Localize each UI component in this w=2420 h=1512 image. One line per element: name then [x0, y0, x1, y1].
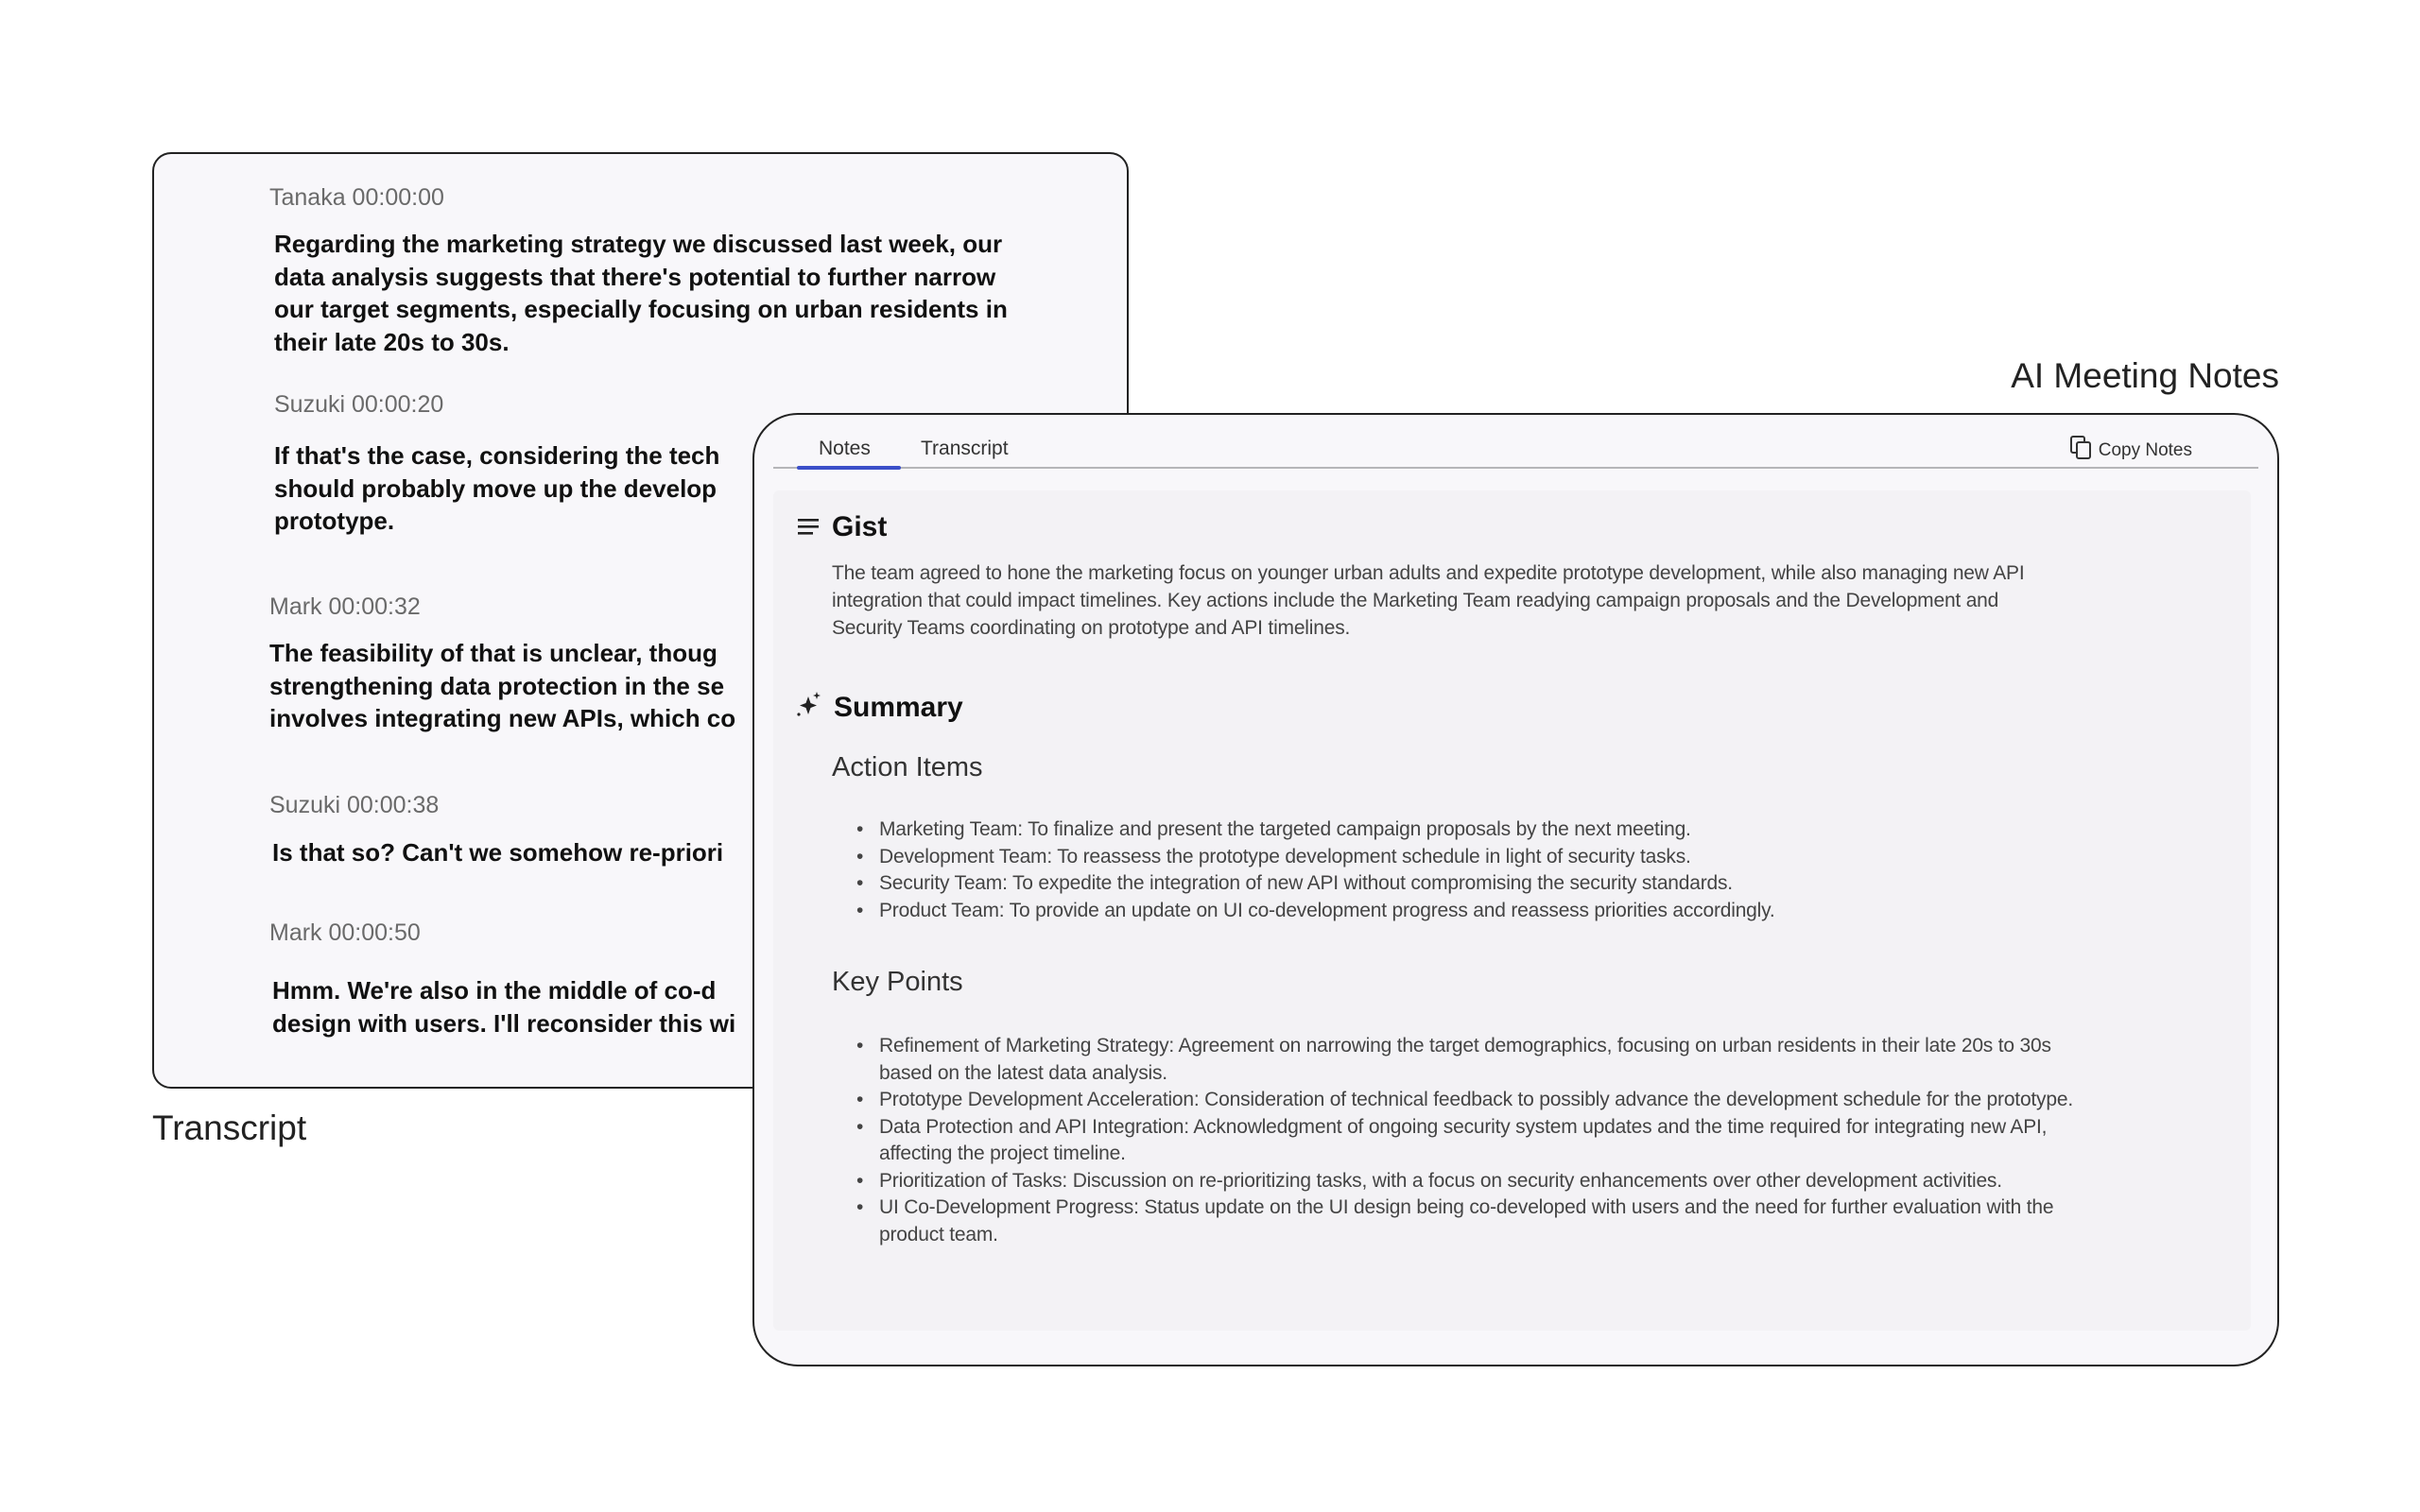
- utterance-line: If that's the case, considering the tech: [274, 441, 720, 470]
- key-point: • UI Co-Development Progress: Status update on the UI design being co-developed with users and the need for further evaluation with the product team.: [847, 1194, 2104, 1248]
- key-points-heading: Key Points: [832, 967, 963, 997]
- action-item: • Product Team: To provide an update on UI co-development progress and reassess priorities accordingly.: [847, 898, 2076, 925]
- speaker-timestamp: Suzuki 00:00:20: [274, 391, 444, 418]
- utterance: [272, 836, 723, 869]
- key-points-list: [847, 1033, 2104, 1248]
- gist-title: Gist: [832, 511, 888, 542]
- copy-notes-label: Copy Notes: [2098, 440, 2192, 460]
- utterance-line: Regarding the marketing strategy we discussed last week, our: [274, 230, 1003, 258]
- utterance: [274, 228, 1008, 358]
- utterance-line: our target segments, especially focusing on urban residents in: [274, 295, 1008, 323]
- copy-icon: [2070, 436, 2093, 466]
- utterance-line: data analysis suggests that there's potential to further narrow: [274, 262, 996, 291]
- utterance-line: design with users. I'll reconsider this wi: [272, 1008, 736, 1038]
- copy-notes-button[interactable]: [2070, 436, 2192, 466]
- key-point: • Refinement of Marketing Strategy: Agreement on narrowing the target demographics, focusing on urban residents in their late 20s to 30s based on the latest data analysis.: [847, 1033, 2104, 1087]
- sparkle-icon: [796, 691, 822, 725]
- utterance-line: involves integrating new APIs, which co: [269, 704, 736, 732]
- action-item: • Development Team: To reassess the prototype development schedule in light of security tasks.: [847, 844, 2076, 871]
- summary-heading: [796, 691, 963, 725]
- utterance-line: Is that so? Can't we somehow re-priori: [272, 838, 724, 867]
- tab-divider: [773, 467, 2258, 469]
- active-tab-indicator: [797, 466, 901, 470]
- summary-title: Summary: [834, 692, 963, 723]
- utterance-line: prototype.: [274, 507, 395, 535]
- action-items-list: [847, 816, 2076, 924]
- utterance: [274, 439, 719, 538]
- key-point: • Prototype Development Acceleration: Consideration of technical feedback to possibly advance the development schedule for the prototype.: [847, 1087, 2104, 1114]
- speaker-timestamp: Mark 00:00:32: [269, 593, 421, 620]
- speaker-timestamp: Mark 00:00:50: [269, 919, 421, 946]
- notes-content: [773, 490, 2251, 1331]
- action-item: • Marketing Team: To finalize and present the targeted campaign proposals by the next meeting.: [847, 816, 2076, 844]
- utterance-line: Hmm. We're also in the middle of co-d: [272, 976, 717, 1005]
- key-point: • Prioritization of Tasks: Discussion on re-prioritizing tasks, with a focus on security enhancements over other development activities.: [847, 1168, 2104, 1195]
- utterance-line: The feasibility of that is unclear, thoug: [269, 639, 717, 667]
- menu-lines-icon: [798, 511, 821, 543]
- notes-caption: AI Meeting Notes: [2011, 356, 2279, 395]
- ai-notes-card: [752, 413, 2279, 1366]
- speaker-timestamp: Tanaka 00:00:00: [269, 184, 444, 211]
- utterance: [269, 637, 735, 735]
- action-items-heading: Action Items: [832, 752, 983, 782]
- transcript-caption: Transcript: [152, 1108, 307, 1147]
- utterance-line: their late 20s to 30s.: [274, 327, 510, 356]
- gist-text: The team agreed to hone the marketing focus on younger urban adults and expedite prototype development, while also managing new API integration that could impact timelines. Key actions include the Marketing Team readying campaign proposals and the Development and Security Teams coordinating on prototype and API timelines.: [832, 562, 2025, 639]
- speaker-timestamp: Suzuki 00:00:38: [269, 792, 440, 818]
- key-point: • Data Protection and API Integration: Acknowledgment of ongoing security system updates and the time required for integrating new API, affecting the project timeline.: [847, 1114, 2104, 1168]
- tab-notes[interactable]: Notes: [819, 438, 871, 459]
- utterance: [272, 974, 735, 1040]
- tab-transcript[interactable]: Transcript: [921, 438, 1009, 459]
- utterance-line: strengthening data protection in the se: [269, 671, 725, 700]
- action-item: • Security Team: To expedite the integration of new API without compromising the security standards.: [847, 870, 2076, 898]
- utterance-line: should probably move up the develop: [274, 473, 717, 503]
- gist-heading: [798, 511, 887, 543]
